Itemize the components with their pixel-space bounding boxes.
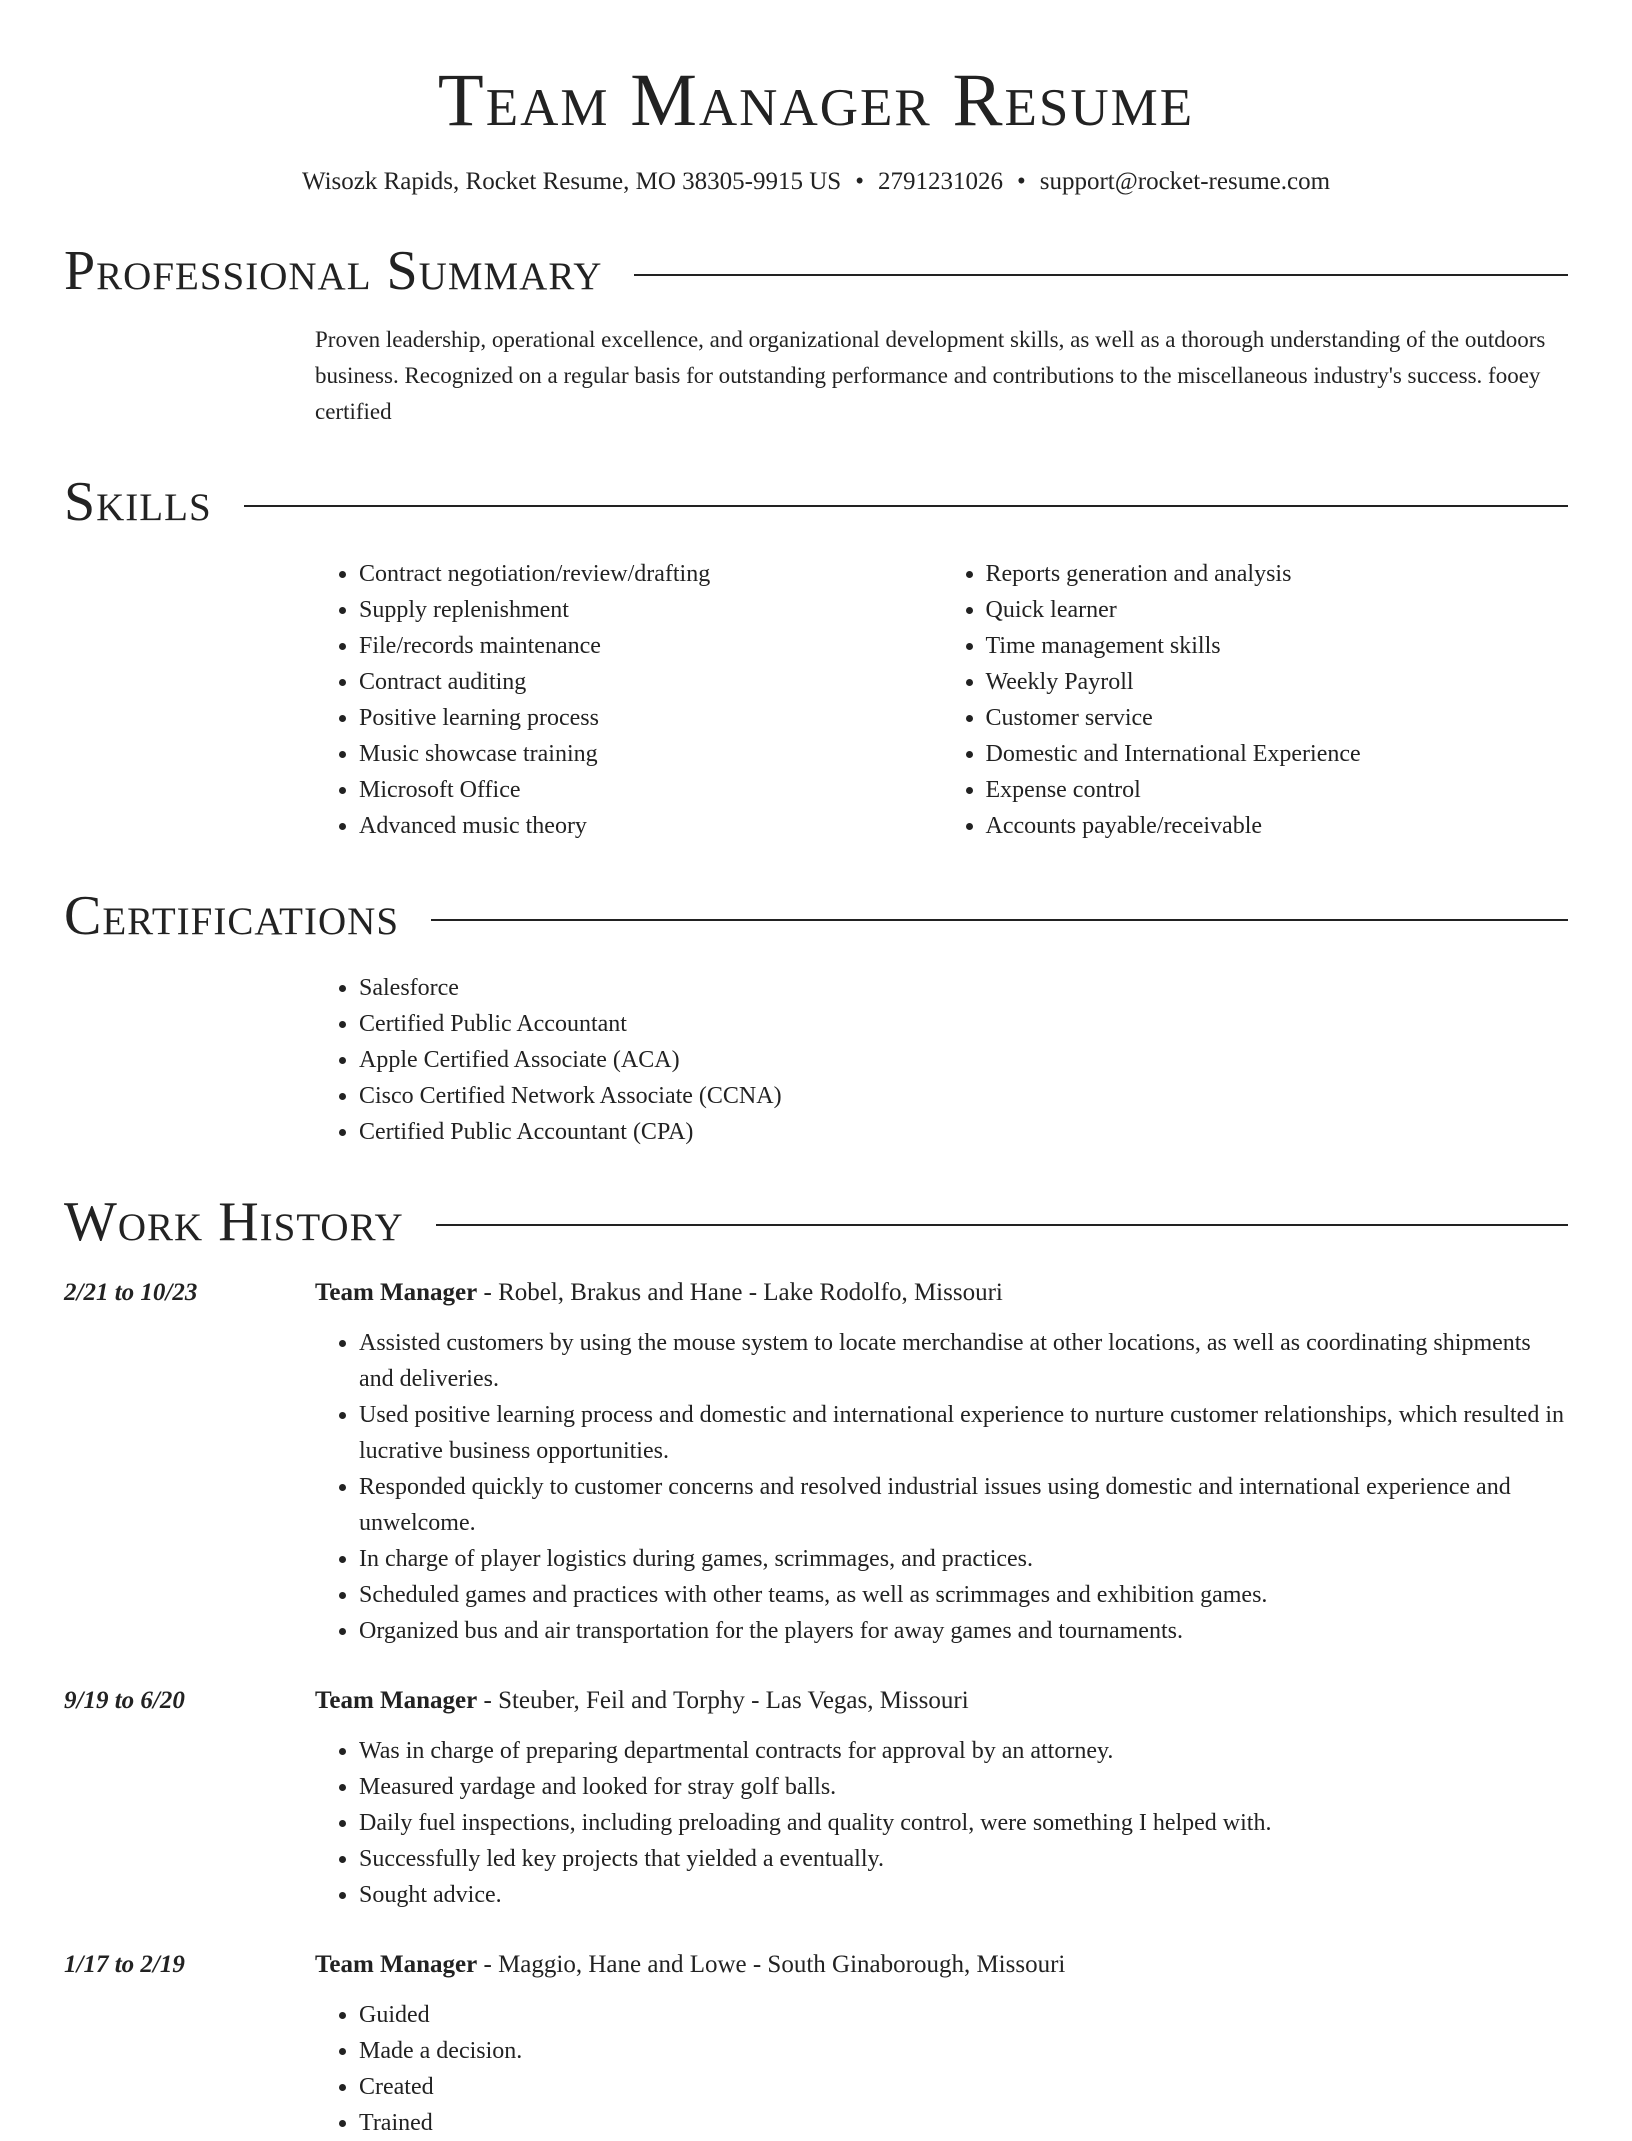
section-header-summary bbox=[64, 241, 1568, 303]
job-bullet: • Organized bus and air transportation for the players for away games and tournaments. bbox=[359, 1613, 1568, 1649]
job-bullets bbox=[315, 1997, 1568, 2141]
skill-item: • Music showcase training bbox=[359, 736, 942, 772]
job-bullets bbox=[315, 1733, 1568, 1913]
job-bullet: • Sought advice. bbox=[359, 1877, 1568, 1913]
contact-line bbox=[64, 166, 1568, 199]
section-title-summary: Professional Summary bbox=[64, 239, 603, 302]
job-bullet: • Trained bbox=[359, 2105, 1568, 2141]
job-entry bbox=[64, 1683, 1568, 1913]
section-divider bbox=[431, 919, 1568, 921]
job-bullet: • Scheduled games and practices with other teams, as well as scrimmages and exhibition games. bbox=[359, 1577, 1568, 1613]
job-body bbox=[315, 1683, 1568, 1913]
section-title-certifications: Certifications bbox=[64, 884, 400, 947]
section-divider bbox=[244, 505, 1568, 507]
resume-title: Team Manager Resume bbox=[437, 59, 1195, 142]
section-divider bbox=[436, 1224, 1568, 1226]
phone: 2791231026 bbox=[877, 168, 1003, 196]
job-company: - Steuber, Feil and Torphy - Las Vegas, Missouri bbox=[477, 1687, 969, 1715]
job-title: Team Manager bbox=[315, 1951, 478, 1979]
skill-item: • Advanced music theory bbox=[359, 808, 942, 844]
skill-item: • Positive learning process bbox=[359, 700, 942, 736]
certification-item: • Certified Public Accountant (CPA) bbox=[359, 1114, 1568, 1150]
skills-grid bbox=[315, 556, 1568, 844]
job-bullet: • Made a decision. bbox=[359, 2033, 1568, 2069]
job-heading bbox=[315, 1683, 1568, 1719]
section-title-skills: Skills bbox=[64, 471, 212, 534]
skills-list-left bbox=[315, 556, 942, 844]
job-heading bbox=[315, 1275, 1568, 1311]
certification-item: • Certified Public Accountant bbox=[359, 1006, 1568, 1042]
skill-item: • Domestic and International Experience bbox=[986, 736, 1569, 772]
work-history-list bbox=[64, 1275, 1568, 2141]
section-divider bbox=[634, 274, 1568, 276]
skill-item: • Weekly Payroll bbox=[986, 664, 1569, 700]
section-title-work-history: Work History bbox=[64, 1190, 404, 1253]
certification-item: • Salesforce bbox=[359, 970, 1568, 1006]
address: Wisozk Rapids, Rocket Resume, MO 38305-9915 US bbox=[301, 168, 842, 196]
job-dates: 1/17 to 2/19 bbox=[64, 1951, 185, 1979]
certifications-list bbox=[315, 970, 1568, 1150]
job-bullet: • Assisted customers by using the mouse system to locate merchandise at other locations, as well as coordinating shipments and deliveries. bbox=[359, 1325, 1568, 1397]
job-body bbox=[315, 1275, 1568, 1649]
job-bullet: • Was in charge of preparing departmental contracts for approval by an attorney. bbox=[359, 1733, 1568, 1769]
certifications-block bbox=[315, 970, 1568, 1150]
job-bullet: • Responded quickly to customer concerns and resolved industrial issues using domestic and international experience and unwelcome. bbox=[359, 1469, 1568, 1541]
skill-item: • Quick learner bbox=[986, 592, 1569, 628]
skill-item: • Expense control bbox=[986, 772, 1569, 808]
skill-item: • Contract auditing bbox=[359, 664, 942, 700]
skill-item: • Customer service bbox=[986, 700, 1569, 736]
email: support@rocket-resume.com bbox=[1039, 168, 1331, 196]
skill-item: • File/records maintenance bbox=[359, 628, 942, 664]
job-title: Team Manager bbox=[315, 1687, 478, 1715]
section-header-work-history bbox=[64, 1192, 1568, 1254]
job-bullet: • Used positive learning process and domestic and international experience to nurture customer relationships, which resulted in lucrative business opportunities. bbox=[359, 1397, 1568, 1469]
section-header-certifications bbox=[64, 886, 1568, 948]
job-dates: 2/21 to 10/23 bbox=[64, 1279, 198, 1307]
skill-item: • Time management skills bbox=[986, 628, 1569, 664]
skill-item: • Accounts payable/receivable bbox=[986, 808, 1569, 844]
job-heading bbox=[315, 1947, 1568, 1983]
job-dates: 9/19 to 6/20 bbox=[64, 1687, 185, 1715]
section-header-skills bbox=[64, 472, 1568, 534]
skill-item: • Contract negotiation/review/drafting bbox=[359, 556, 942, 592]
job-bullet: • Daily fuel inspections, including preloading and quality control, were something I helped with. bbox=[359, 1805, 1568, 1841]
separator-dot: • bbox=[1016, 168, 1026, 196]
job-company: - Robel, Brakus and Hane - Lake Rodolfo, Missouri bbox=[477, 1279, 1003, 1307]
job-entry bbox=[64, 1275, 1568, 1649]
skill-item: • Microsoft Office bbox=[359, 772, 942, 808]
certification-item: • Apple Certified Associate (ACA) bbox=[359, 1042, 1568, 1078]
job-bullet: • In charge of player logistics during games, scrimmages, and practices. bbox=[359, 1541, 1568, 1577]
separator-dot: • bbox=[855, 168, 864, 196]
skill-item: • Supply replenishment bbox=[359, 592, 942, 628]
job-bullet: • Successfully led key projects that yielded a eventually. bbox=[359, 1841, 1568, 1877]
skill-item: • Reports generation and analysis bbox=[986, 556, 1569, 592]
job-bullet: • Guided bbox=[359, 1997, 1568, 2033]
job-bullet: • Created bbox=[359, 2069, 1568, 2105]
job-company: - Maggio, Hane and Lowe - South Ginaborough, Missouri bbox=[477, 1951, 1066, 1979]
job-bullet: • Measured yardage and looked for stray golf balls. bbox=[359, 1769, 1568, 1805]
job-bullets bbox=[315, 1325, 1568, 1649]
skills-list-right bbox=[942, 556, 1569, 844]
job-title: Team Manager bbox=[315, 1279, 478, 1307]
summary-text: Proven leadership, operational excellence, and organizational development skills, as well as a thorough understanding of the outdoors business. Recognized on a regular basis for outstanding performance and contributions to the miscellaneous industry's success. fooey certified bbox=[315, 327, 1546, 425]
certification-item: • Cisco Certified Network Associate (CCNA) bbox=[359, 1078, 1568, 1114]
